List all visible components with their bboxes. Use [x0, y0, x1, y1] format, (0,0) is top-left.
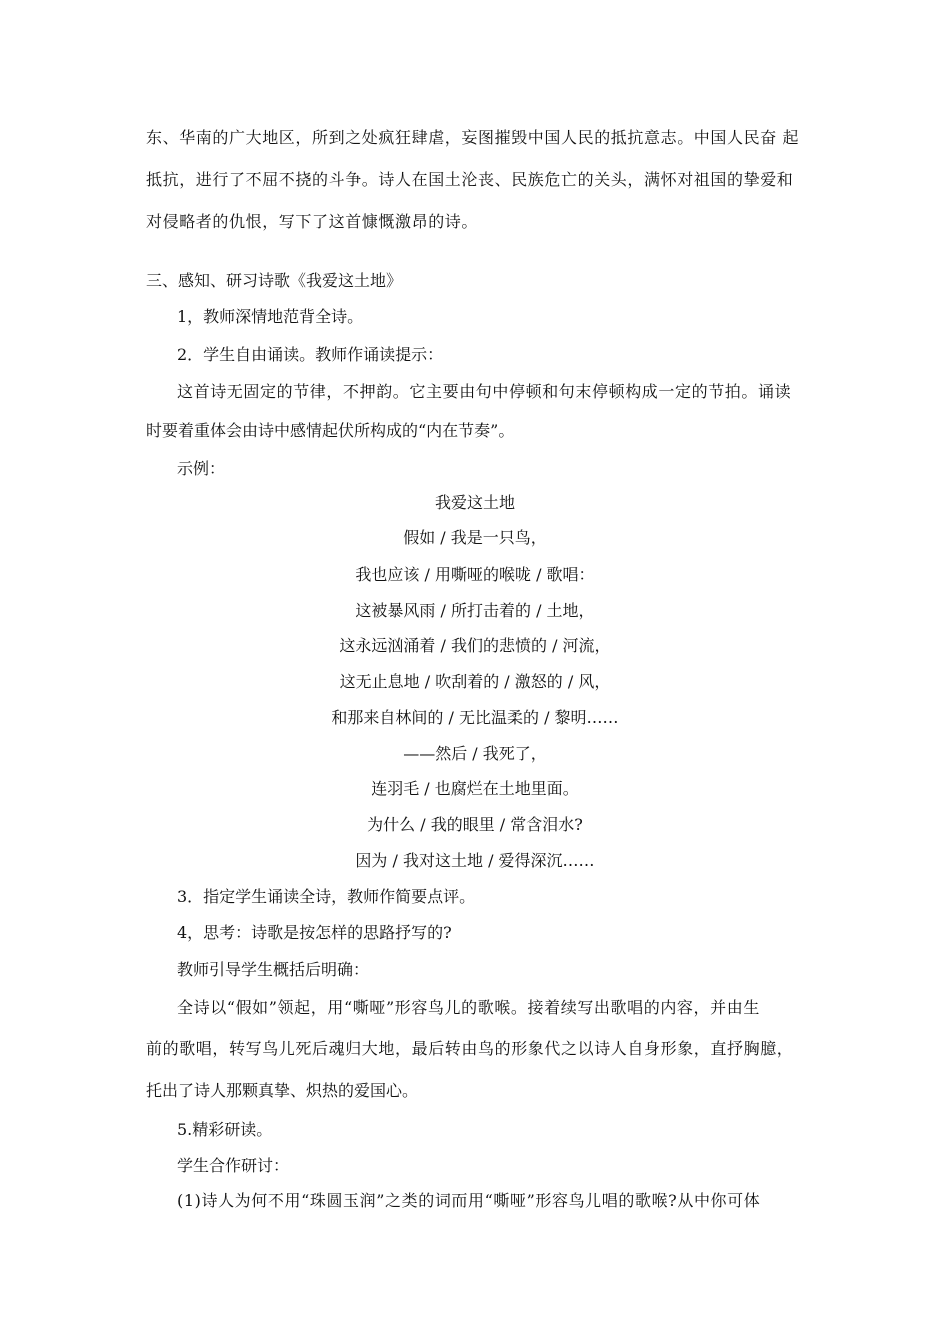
poem-title: 我爱这土地	[434, 493, 515, 512]
poem-line: 我也应该 / 用嘶哑的喉咙 / 歌唱：	[355, 565, 595, 584]
poem-line: ——然后 / 我死了，	[403, 744, 547, 763]
body-paragraph-line: 对侵略者的仇恨，写下了这首慷慨激昂的诗。	[146, 212, 479, 231]
answer-line: 前的歌唱，转写鸟儿死后魂归大地，最后转由鸟的形象代之以诗人自身形象，直抒胸臆，	[146, 1039, 794, 1058]
poem-line: 为什么 / 我的眼里 / 常含泪水?	[367, 815, 583, 834]
discussion-label: 学生合作研讨：	[177, 1156, 290, 1175]
poem-line: 因为 / 我对这土地 / 爱得深沉……	[355, 851, 595, 870]
poem-line: 这无止息地 / 吹刮着的 / 激怒的 / 风，	[339, 672, 611, 691]
body-paragraph-line: 东、华南的广大地区，所到之处疯狂肆虐，妄图摧毁中国人民的抵抗意志。中国人民奋 起	[146, 128, 800, 147]
answer-line: 全诗以“假如”领起，用“嘶哑”形容鸟儿的歌喉。接着续写出歌唱的内容，并由生	[177, 998, 760, 1017]
question-1: (1)诗人为何不用“珠圆玉润”之类的词而用“嘶哑”形容鸟儿唱的歌喉?从中你可体	[177, 1191, 761, 1210]
step-1: 1，教师深情地范背全诗。	[177, 307, 364, 326]
reading-tip-line: 这首诗无固定的节律，不押韵。它主要由句中停顿和句末停顿构成一定的节拍。诵读	[177, 382, 792, 401]
guide-line: 教师引导学生概括后明确：	[177, 960, 370, 979]
poem-line: 连羽毛 / 也腐烂在土地里面。	[371, 779, 579, 798]
step-2: 2．学生自由诵读。教师作诵读提示：	[177, 345, 444, 364]
example-label: 示例：	[177, 459, 226, 478]
reading-tip-line: 时要着重体会由诗中感情起伏所构成的“内在节奏”。	[146, 421, 515, 440]
body-paragraph-line: 抵抗，进行了不屈不挠的斗争。诗人在国土沦丧、民族危亡的关头，满怀对祖国的挚爱和	[146, 170, 794, 189]
step-3: 3．指定学生诵读全诗，教师作简要点评。	[177, 887, 476, 906]
poem-line: 和那来自林间的 / 无比温柔的 / 黎明……	[331, 708, 619, 727]
section-heading: 三、感知、研习诗歌《我爱这土地》	[146, 271, 403, 290]
answer-line: 托出了诗人那颗真挚、炽热的爱国心。	[146, 1081, 419, 1100]
poem-line: 这被暴风雨 / 所打击着的 / 土地，	[355, 601, 595, 620]
step-5: 5.精彩研读。	[177, 1120, 273, 1139]
poem-line: 这永远汹涌着 / 我们的悲愤的 / 河流，	[339, 636, 611, 655]
poem-line: 假如 / 我是一只鸟，	[403, 528, 547, 547]
step-4: 4，思考：诗歌是按怎样的思路抒写的?	[177, 923, 452, 942]
